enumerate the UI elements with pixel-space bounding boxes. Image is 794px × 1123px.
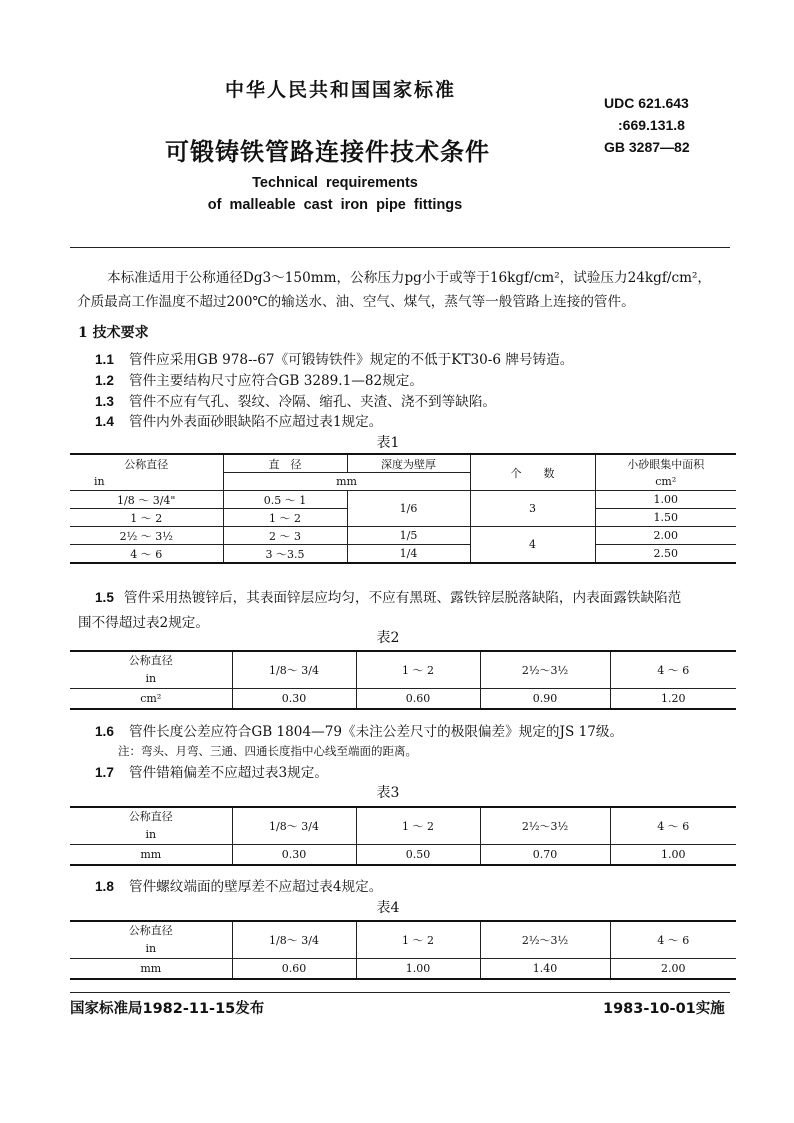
clause-1-8: [95, 876, 735, 898]
table-row: [70, 491, 736, 509]
clause-text-cont: 围不得超过表2规定。: [78, 615, 209, 631]
udc-code: UDC 621.643: [604, 95, 689, 111]
clause-1-6: [95, 721, 735, 743]
unit-cell: mm: [70, 845, 232, 866]
col-header: 2½～3½: [480, 807, 610, 845]
table-row: [70, 545, 736, 564]
value-cell: 0.60: [356, 689, 480, 710]
table-row: [70, 527, 736, 545]
cell-diameter: 2 ～ 3: [223, 527, 347, 545]
cell-depth: 1/5: [347, 527, 470, 545]
header-depth: 深度为壁厚: [347, 454, 470, 473]
col-header: 1 ～ 2: [356, 651, 480, 689]
value-cell: 0.50: [356, 845, 480, 866]
table-1-caption: 表1: [376, 435, 400, 451]
footer-divider: [70, 992, 730, 993]
header-in: in: [145, 672, 157, 685]
header-nominal: [70, 921, 232, 959]
cell-diameter: 3 ～3.5: [223, 545, 347, 564]
value-cell: 0.30: [232, 845, 356, 866]
unit-cell: cm²: [70, 689, 232, 710]
unit-cell: mm: [70, 959, 232, 980]
clause-1-1: [95, 349, 735, 371]
col-header: 4 ～ 6: [610, 807, 736, 845]
udc-block: [604, 92, 690, 158]
table-2-caption: 表2: [376, 630, 400, 646]
cell-nominal: 2½ ～ 3½: [70, 527, 223, 545]
gb-number: GB 3287—82: [604, 139, 690, 155]
clause-number: 1.2: [95, 373, 114, 388]
table-3: [70, 806, 736, 866]
value-cell: 2.00: [610, 959, 736, 980]
cell-nominal: 4 ～ 6: [70, 545, 223, 564]
clause-text: 管件内外表面砂眼缺陷不应超过表1规定。: [129, 414, 383, 430]
header-in: in: [70, 473, 223, 491]
clause-text: 管件主要结构尺寸应符合GB 3289.1—82规定。: [129, 373, 423, 389]
intro-line-2: 介质最高工作温度不超过200℃的输送水、油、空气、煤气，蒸气等一般管路上连接的管件。: [77, 294, 635, 310]
table-4: [70, 920, 736, 980]
col-header: 1/8～ 3/4: [232, 807, 356, 845]
col-header: 1/8～ 3/4: [232, 651, 356, 689]
clause-1-7: [95, 762, 735, 784]
header-nominal: [70, 651, 232, 689]
header-cm2: cm²: [595, 473, 736, 491]
title-en-line-2: of malleable cast iron pipe fittings: [207, 197, 463, 213]
title-en-line-1: Technical requirements: [252, 175, 418, 191]
section-heading: 1 技术要求: [78, 325, 149, 341]
table-3-caption: 表3: [376, 785, 400, 801]
clause-number: 1.3: [95, 394, 114, 409]
clause-number: 1.6: [95, 724, 114, 739]
col-header: 4 ～ 6: [610, 921, 736, 959]
col-header: 2½～3½: [480, 651, 610, 689]
header-nominal-label: 公称直径: [128, 924, 173, 937]
col-header: 2½～3½: [480, 921, 610, 959]
intro-paragraph: [77, 266, 733, 314]
cell-count: 4: [470, 527, 595, 564]
standard-name: 中华人民共和国国家标准: [225, 79, 457, 101]
cell-diameter: 1 ～ 2: [223, 509, 347, 527]
header-nominal: 公称直径: [70, 454, 223, 473]
value-cell: 1.00: [610, 845, 736, 866]
table-row: [70, 845, 736, 866]
clause-number: 1.7: [95, 765, 114, 780]
header-area: 小砂眼集中面积: [595, 454, 736, 473]
table-4-caption: 表4: [376, 900, 400, 916]
table-1: [70, 453, 736, 564]
value-cell: 1.40: [480, 959, 610, 980]
clause-1-4: [95, 411, 735, 433]
clause-text: 管件长度公差应符合GB 1804—79《未注公差尺寸的极限偏差》规定的JS 17级。: [129, 724, 624, 740]
cell-area: 2.00: [595, 527, 736, 545]
clause-number: 1.4: [95, 414, 114, 429]
udc-code-2: :669.131.8: [618, 117, 685, 133]
header-nominal-label: 公称直径: [128, 654, 173, 667]
document-title: 可锻铸铁管路连接件技术条件: [165, 138, 490, 166]
clause-text: 管件螺纹端面的壁厚差不应超过表4规定。: [129, 879, 383, 895]
clause-text: 管件应采用GB 978--67《可锻铸铁件》规定的不低于KT30-6 牌号铸造。: [129, 352, 574, 368]
clause-number: 1.8: [95, 879, 114, 894]
header-in: in: [145, 942, 157, 955]
col-header: 4 ～ 6: [610, 651, 736, 689]
value-cell: 1.20: [610, 689, 736, 710]
header-in: in: [145, 828, 157, 841]
clause-number: 1.1: [95, 352, 114, 367]
header-diameter: 直 径: [223, 454, 347, 473]
document-title-english: [200, 172, 470, 216]
cell-area: 1.50: [595, 509, 736, 527]
table-2: [70, 650, 736, 710]
header-divider: [70, 247, 730, 248]
header-mm: mm: [223, 473, 470, 491]
table-row: [70, 959, 736, 980]
intro-line-1: 本标准适用于公称通径Dg3～150mm，公称压力pg小于或等于16kgf/cm²，试验压力24kgf/cm²，: [107, 270, 712, 286]
clause-number: 1.5: [95, 590, 114, 605]
cell-nominal: 1/8 ～ 3/4": [70, 491, 223, 509]
clause-1-3: [95, 391, 735, 413]
header-nominal-label: 公称直径: [128, 810, 173, 823]
header-count: 个 数: [470, 454, 595, 491]
value-cell: 0.30: [232, 689, 356, 710]
issue-date: 国家标准局1982-11-15发布: [70, 1001, 265, 1017]
cell-nominal: 1 ～ 2: [70, 509, 223, 527]
clause-1-2: [95, 370, 735, 392]
col-header: 1 ～ 2: [356, 807, 480, 845]
value-cell: 1.00: [356, 959, 480, 980]
clause-text: 管件采用热镀锌后，其表面锌层应均匀，不应有黑斑、露铁锌层脱落缺陷，内表面露铁缺陷范: [123, 590, 682, 606]
value-cell: 0.70: [480, 845, 610, 866]
clause-1-6-note: 注：弯头、月弯、三通、四通长度指中心线至端面的距离。: [118, 744, 417, 758]
cell-area: 2.50: [595, 545, 736, 564]
table-row: [70, 689, 736, 710]
value-cell: 0.90: [480, 689, 610, 710]
cell-depth: 1/6: [347, 491, 470, 527]
col-header: 1/8～ 3/4: [232, 921, 356, 959]
effective-date: 1983-10-01实施: [603, 1001, 725, 1017]
clause-text: 管件不应有气孔、裂纹、冷隔、缩孔、夹渣、浇不到等缺陷。: [129, 394, 497, 410]
cell-area: 1.00: [595, 491, 736, 509]
cell-count: 3: [470, 491, 595, 527]
value-cell: 0.60: [232, 959, 356, 980]
cell-diameter: 0.5 ～ 1: [223, 491, 347, 509]
header-nominal: [70, 807, 232, 845]
cell-depth: 1/4: [347, 545, 470, 564]
col-header: 1 ～ 2: [356, 921, 480, 959]
clause-text: 管件错箱偏差不应超过表3规定。: [129, 765, 328, 781]
